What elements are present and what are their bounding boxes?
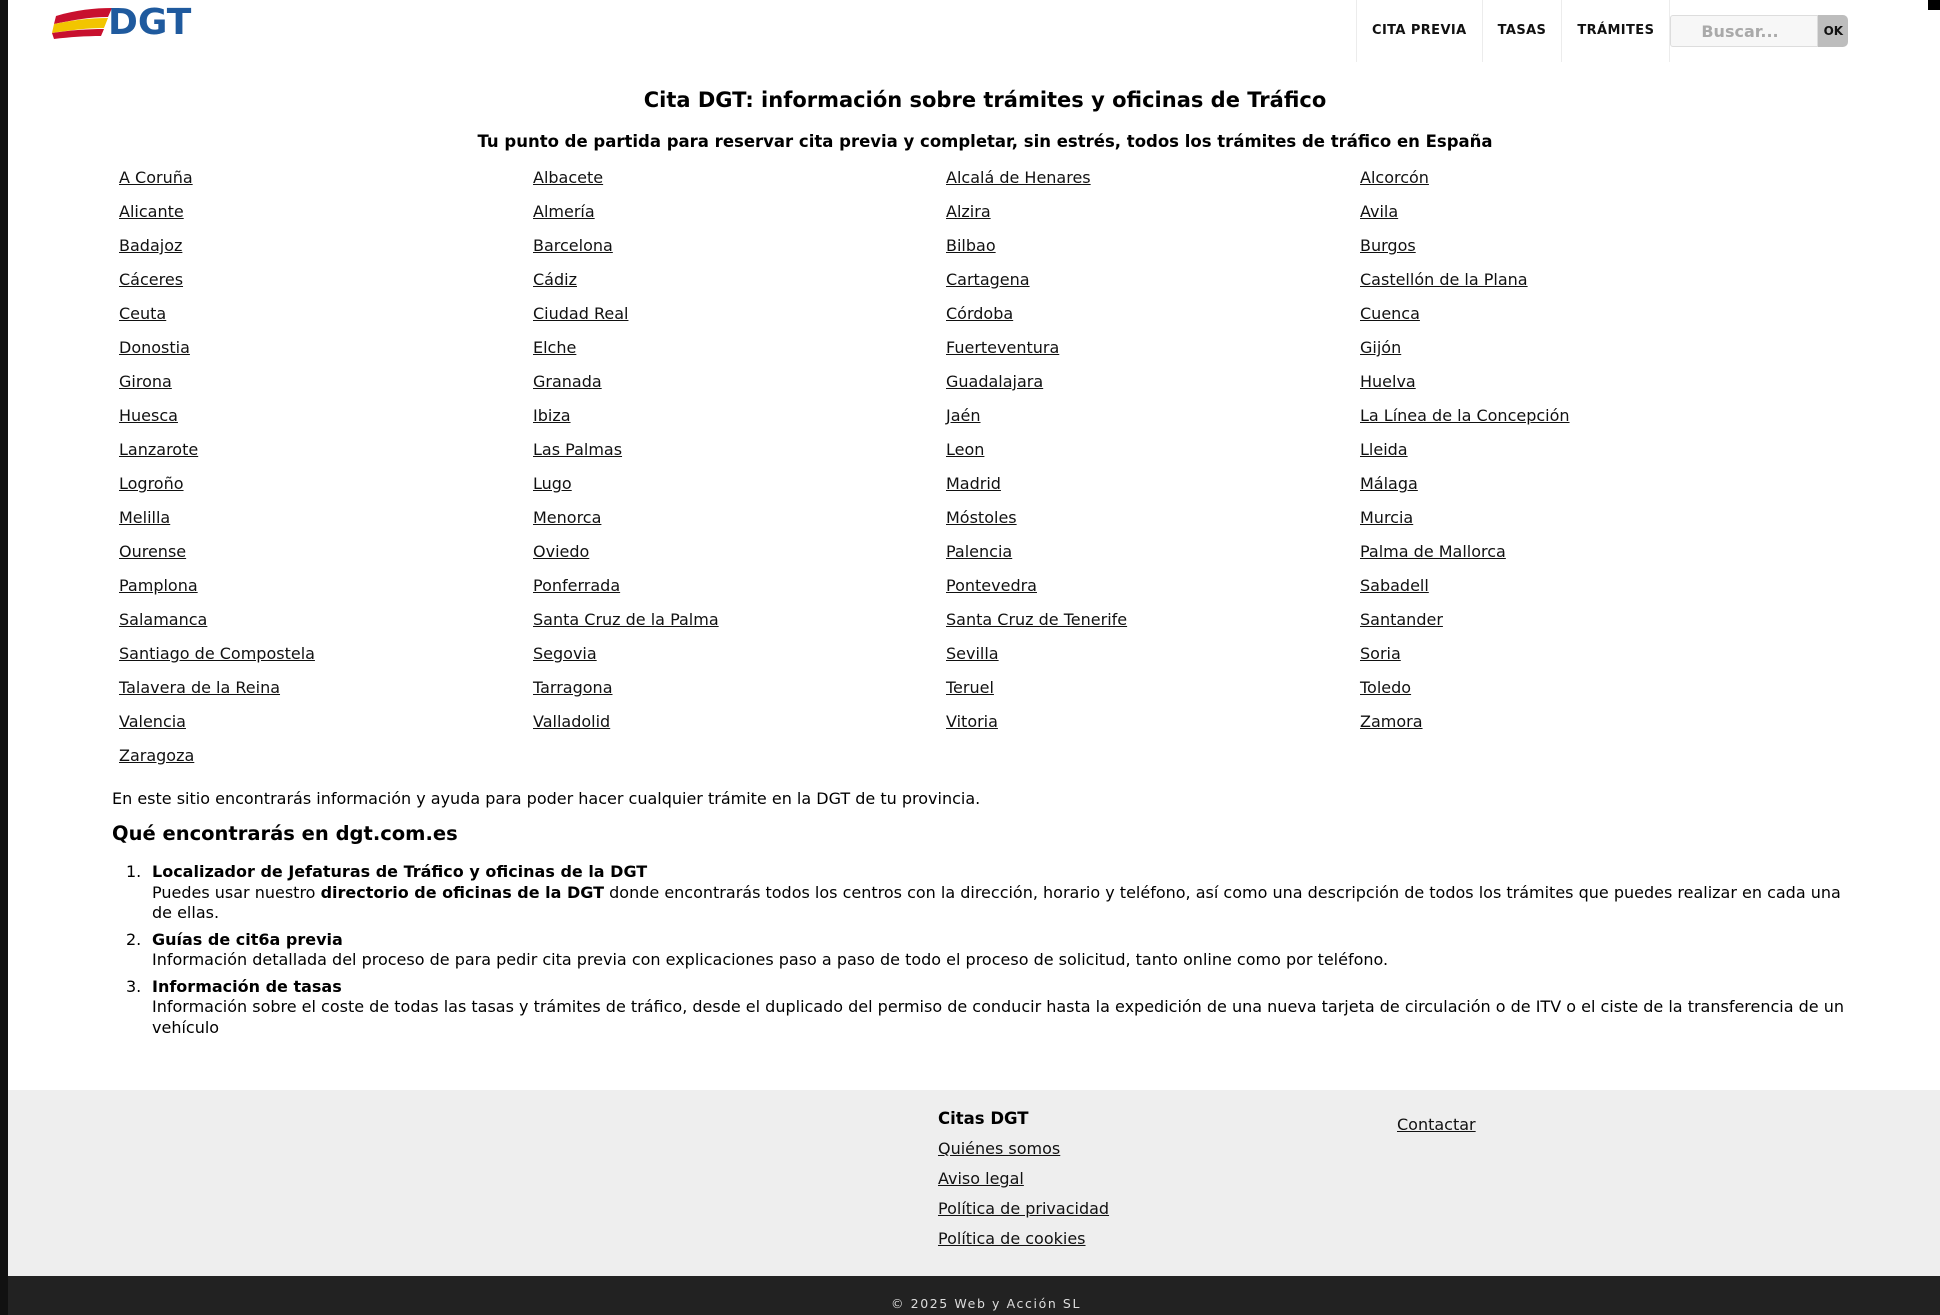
city-link[interactable]: Teruel (946, 678, 994, 697)
feature-text-part: Puedes usar nuestro (152, 882, 321, 902)
feature-title: Localizador de Jefaturas de Tráfico y oficinas de la DGT (152, 862, 648, 881)
city-link[interactable]: Salamanca (119, 610, 208, 629)
city-link[interactable]: Pamplona (119, 576, 198, 595)
city-link[interactable]: Vitoria (946, 712, 998, 731)
dgt-logo[interactable] (52, 2, 212, 40)
footer-link-cookies[interactable]: Política de cookies (938, 1229, 1086, 1248)
city-link[interactable]: Ibiza (533, 406, 571, 425)
footer-heading: Citas DGT (938, 1109, 1029, 1128)
city-link[interactable]: Melilla (119, 508, 171, 527)
list-number: 1. (126, 862, 142, 881)
city-link[interactable]: Santa Cruz de Tenerife (946, 610, 1128, 629)
city-link[interactable]: Palencia (946, 542, 1013, 561)
corner-mark (1928, 0, 1940, 10)
city-link[interactable]: Pontevedra (946, 576, 1037, 595)
section-title: Qué encontrarás en dgt.com.es (112, 822, 458, 845)
city-link[interactable]: Guadalajara (946, 372, 1044, 391)
city-link[interactable]: Córdoba (946, 304, 1014, 323)
city-link[interactable]: Huesca (119, 406, 178, 425)
city-link[interactable]: Donostia (119, 338, 190, 357)
city-link[interactable]: Alcorcón (1360, 168, 1429, 187)
feature-text-part: donde encontrarás todos los centros con la dirección, horario y teléfono, así como una descripción de todos los trámites que puedes realizar en cada una de ellas. (152, 882, 1841, 922)
city-link[interactable]: Palma de Mallorca (1360, 542, 1506, 561)
city-link[interactable]: Santiago de Compostela (119, 644, 315, 663)
city-link[interactable]: Toledo (1360, 678, 1412, 697)
search-box (1670, 15, 1848, 47)
city-link[interactable]: Lleida (1360, 440, 1408, 459)
city-link[interactable]: Burgos (1360, 236, 1416, 255)
city-link[interactable]: La Línea de la Concepción (1360, 406, 1570, 425)
city-link[interactable]: Bilbao (946, 236, 996, 255)
city-link[interactable]: Cáceres (119, 270, 184, 289)
city-link[interactable]: Málaga (1360, 474, 1418, 493)
feature-text: Información sobre el coste de todas las tasas y trámites de tráfico, desde el duplicado del permiso de conducir hasta la expedición de una nueva tarjeta de circulación o de ITV o el ciste de la transferencia de un vehículo (152, 997, 1845, 1037)
feature-text-bold: directorio de oficinas de la DGT (320, 882, 605, 902)
city-link[interactable]: Badajoz (119, 236, 183, 255)
city-link[interactable]: Valladolid (533, 712, 611, 731)
city-link[interactable]: Logroño (119, 474, 184, 493)
page-subtitle: Tu punto de partida para reservar cita previa y completar, sin estrés, todos los trámites de tráfico en España (477, 132, 1493, 151)
footer-links-column (938, 1108, 1109, 1258)
left-edge-bar (0, 0, 8, 1315)
city-link[interactable]: Tarragona (533, 678, 613, 697)
feature-text: Información detallada del proceso de para pedir cita previa con explicaciones paso a paso de todo el proceso de solicitud, tanto online como por teléfono. (152, 950, 1389, 969)
city-link[interactable]: Soria (1360, 644, 1401, 663)
city-link[interactable]: Ceuta (119, 304, 167, 323)
list-number: 2. (126, 929, 142, 949)
city-link[interactable]: Zamora (1360, 712, 1423, 731)
nav-cita-previa[interactable]: CITA PREVIA (1356, 0, 1483, 62)
search-input[interactable] (1670, 15, 1818, 47)
city-link[interactable]: Albacete (533, 168, 604, 187)
bottom-bar (8, 1276, 1940, 1315)
city-link[interactable]: Ourense (119, 542, 187, 561)
city-link[interactable]: Alzira (946, 202, 991, 221)
city-link[interactable]: Menorca (533, 508, 602, 527)
intro-text: En este sitio encontrarás información y ayuda para poder hacer cualquier trámite en la DGT de tu provincia. (112, 789, 981, 808)
logo-flag-icon (52, 2, 212, 40)
main-nav (1356, 0, 1848, 62)
city-link[interactable]: Santander (1360, 610, 1443, 629)
city-link[interactable]: Alcalá de Henares (946, 168, 1091, 187)
feature-title: Guías de cit6a previa (152, 929, 343, 949)
footer-link-aviso-legal[interactable]: Aviso legal (938, 1169, 1024, 1188)
feature-text (152, 883, 1847, 924)
city-link[interactable]: Cádiz (533, 270, 577, 289)
city-link[interactable]: Ciudad Real (533, 304, 629, 323)
footer (8, 1090, 1940, 1276)
feature-title: Información de tasas (152, 976, 342, 996)
footer-link-contactar[interactable]: Contactar (1397, 1115, 1476, 1134)
city-link[interactable]: Zaragoza (119, 746, 195, 765)
city-link[interactable]: Avila (1360, 202, 1399, 221)
nav-tasas[interactable]: TASAS (1483, 0, 1563, 62)
city-link[interactable]: Leon (946, 440, 985, 459)
city-link[interactable]: Oviedo (533, 542, 590, 561)
page-title: Cita DGT: información sobre trámites y oficinas de Tráfico (643, 88, 1327, 112)
city-link[interactable]: Santa Cruz de la Palma (533, 610, 719, 629)
nav-tramites[interactable]: TRÁMITES (1562, 0, 1670, 62)
city-link[interactable]: Fuerteventura (946, 338, 1060, 357)
city-link[interactable]: Cartagena (946, 270, 1030, 289)
city-link[interactable]: Granada (533, 372, 602, 391)
city-link[interactable]: Madrid (946, 474, 1001, 493)
search-ok-button[interactable]: OK (1818, 15, 1848, 47)
footer-contact-column (1397, 1114, 1476, 1144)
city-link[interactable]: Castellón de la Plana (1360, 270, 1528, 289)
list-item (112, 862, 1847, 924)
city-link[interactable]: Elche (533, 338, 577, 357)
city-link[interactable]: Valencia (119, 712, 186, 731)
city-link[interactable]: Murcia (1360, 508, 1414, 527)
city-link[interactable]: Cuenca (1360, 304, 1420, 323)
city-link[interactable]: Las Palmas (533, 440, 623, 459)
list-item (112, 930, 1847, 971)
copyright-text: © 2025 Web y Acción SL (890, 1296, 1082, 1311)
city-link[interactable]: Lanzarote (119, 440, 199, 459)
logo-text: DGT (108, 2, 192, 40)
city-link[interactable]: Huelva (1360, 372, 1416, 391)
city-link[interactable]: Barcelona (533, 236, 613, 255)
city-link[interactable]: Jaén (946, 406, 981, 425)
city-link[interactable]: Sabadell (1360, 576, 1429, 595)
list-number: 3. (126, 976, 142, 996)
city-link[interactable]: A Coruña (119, 168, 193, 187)
city-link[interactable]: Ponferrada (533, 576, 621, 595)
city-link[interactable]: Lugo (533, 474, 572, 493)
city-link[interactable]: Sevilla (946, 644, 999, 663)
city-link[interactable]: Talavera de la Reina (119, 678, 281, 697)
features-list (112, 862, 1847, 1044)
city-link[interactable]: Segovia (533, 644, 597, 663)
footer-link-quienes-somos[interactable]: Quiénes somos (938, 1139, 1061, 1158)
list-item (112, 977, 1847, 1039)
city-link[interactable]: Móstoles (946, 508, 1017, 527)
city-link[interactable]: Gijón (1360, 338, 1402, 357)
city-link[interactable]: Girona (119, 372, 172, 391)
footer-link-privacidad[interactable]: Política de privacidad (938, 1199, 1110, 1218)
city-link[interactable]: Alicante (119, 202, 184, 221)
city-link[interactable]: Almería (533, 202, 595, 221)
